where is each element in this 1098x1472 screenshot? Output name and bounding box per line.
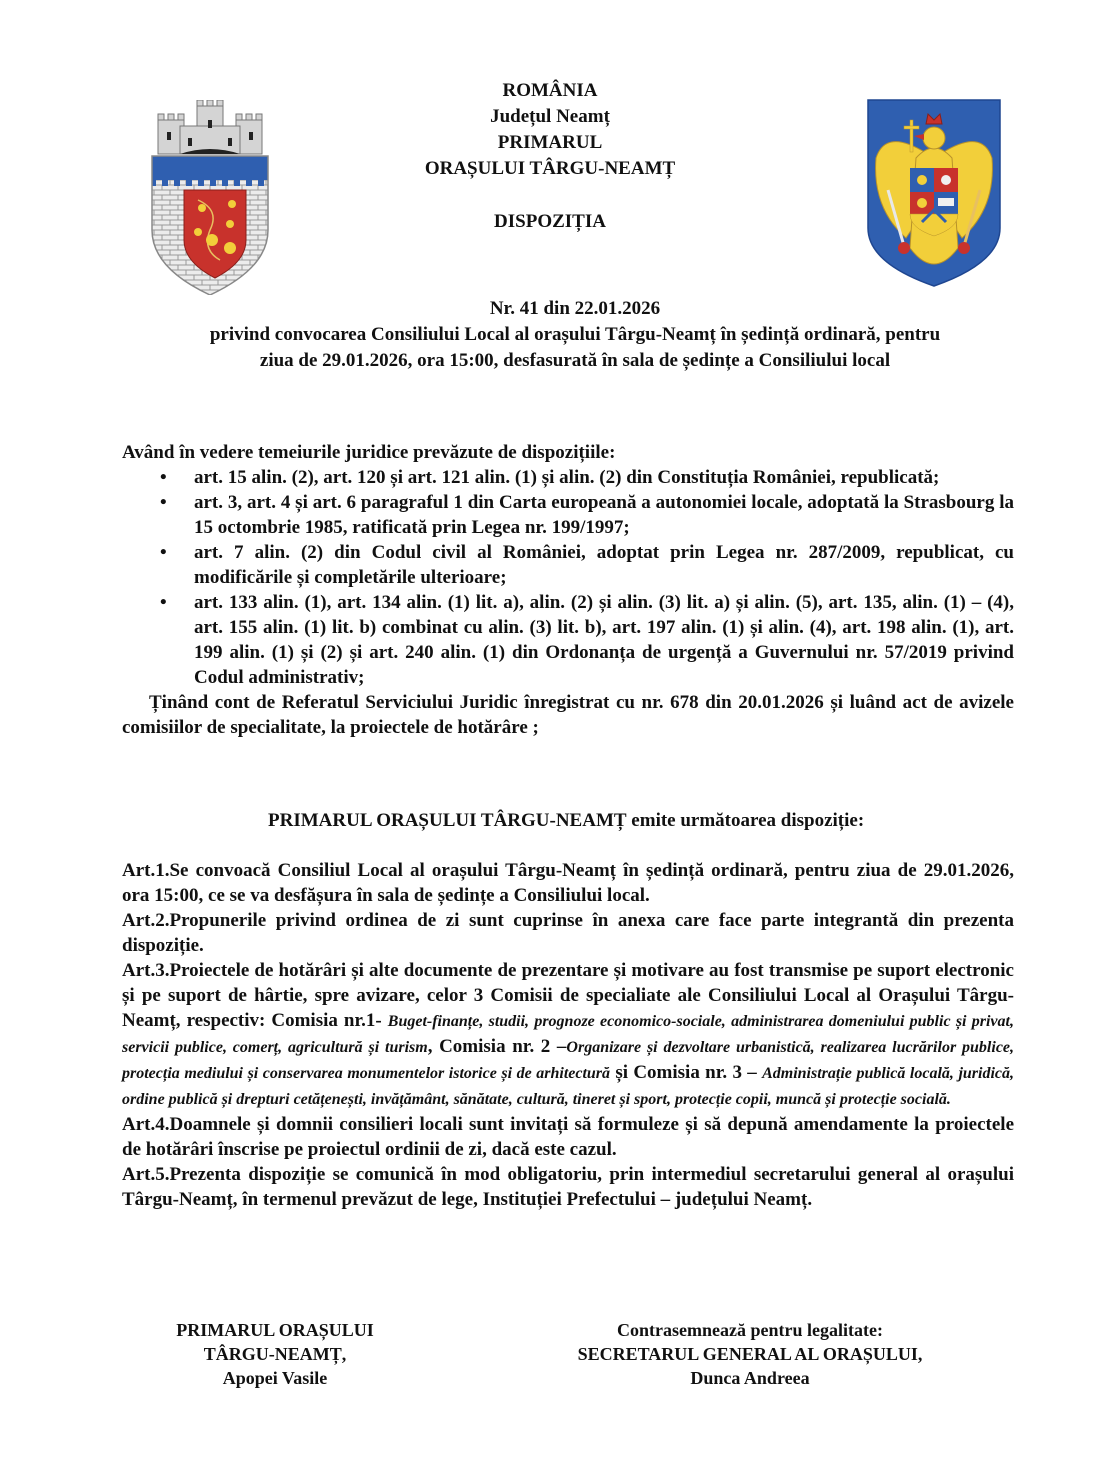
commission-1-description: Buget-finanțe, studii, prognoze economico-sociale, administrarea domeniului public și privat, servicii publice, comerț, agricultură și turism xyxy=(122,1013,1014,1056)
commission-3-label: și Comisia nr. 3 – xyxy=(610,1062,763,1083)
county-name: Județul Neamț xyxy=(490,106,610,127)
document-number: Nr. 41 din 22.01.2026 xyxy=(489,298,661,319)
bullet-icon: • xyxy=(160,492,167,513)
commission-3-description: Administrație publică locală, juridică, ordine publică și drepturi cetățenești, invățământ, sănătate, cultură, tineret și sport, protecție copii, muncă și protecție socială. xyxy=(122,1065,1015,1108)
article-3 xyxy=(122,958,1014,1112)
document-reference xyxy=(110,296,1040,374)
article-1: Art.1.Se convoacă Consiliul Local al orașului Târgu-Neamț în ședință ordinară, pentru ziua de 29.01.2026, ora 15:00, ce se va desfășura în sala de ședințe a Consiliului local. xyxy=(122,860,1014,906)
article-4: Art.4.Doamnele și domnii consilieri locali sunt invitați să formuleze și să depună amendamente la proiectele de hotărâri înscrise pe proiectul ordinii de zi, dacă este cazul. xyxy=(122,1114,1014,1160)
secretary-signature-block xyxy=(535,1318,965,1390)
bullet-icon: • xyxy=(160,467,167,488)
article-5: Art.5.Prezenta dispoziție se comunică în mod obligatoriu, prin intermediul secretarului general al orașului Târgu-Neamț, în termenul prevăzut de lege, Instituției Prefectului – județului Neamț. xyxy=(122,1164,1014,1210)
legal-basis-item: • art. 3, art. 4 și art. 6 paragraful 1 din Carta europeană a autonomiei locale, adoptată la Strasbourg la 15 octombrie 1985, ratificată prin Legea nr. 199/1997; xyxy=(160,492,1014,538)
mayor-signature-block xyxy=(145,1318,405,1390)
legal-basis-item: • art. 133 alin. (1), art. 134 alin. (1) lit. a), alin. (2) și alin. (3) lit. a) și alin. (5), art. 135, alin. (1) – (4), art. 155 alin. (1) lit. b) combinat cu alin. (3) lit. b), art. 197 alin. (1) și alin. (4), art. 198 alin. (1), art. 199 alin. (1) și (2) și art. 240 alin. (1) din Ordonanța de urgență a Guvernului nr. 57/2019 privind Codul administrativ; xyxy=(160,592,1014,688)
commission-2-label: , Comisia nr. 2 – xyxy=(427,1036,567,1057)
subject-line-2: ziua de 29.01.2026, ora 15:00, desfasurată în sala de ședințe a Consiliului local xyxy=(259,350,891,371)
secretary-title: SECRETARUL GENERAL AL ORAȘULUI, xyxy=(577,1344,923,1364)
document-header xyxy=(300,78,800,235)
country-name: ROMÂNIA xyxy=(502,80,598,101)
legal-basis-list xyxy=(122,465,1014,690)
romania-coat-of-arms-icon xyxy=(866,98,1002,288)
mayor-town: TÂRGU-NEAMȚ, xyxy=(203,1344,347,1364)
legal-basis-section xyxy=(122,440,1014,740)
countersign-label: Contrasemnează pentru legalitate: xyxy=(617,1320,883,1340)
document-type-title: DISPOZIȚIA xyxy=(494,211,606,232)
office-title: PRIMARUL xyxy=(497,132,603,153)
mayor-name: Apopei Vasile xyxy=(222,1368,328,1388)
subject-line-1: privind convocarea Consiliului Local al orașului Târgu-Neamț în ședință ordinară, pentru xyxy=(209,324,941,345)
legal-basis-item: • art. 7 alin. (2) din Codul civil al României, adoptat prin Legea nr. 287/2009, republicat, cu modificările și completările ulterioare; xyxy=(160,542,1014,588)
legal-basis-intro: Având în vedere temeiurile juridice prevăzute de dispozițiile: xyxy=(122,442,616,463)
bullet-icon: • xyxy=(160,592,167,613)
articles-section xyxy=(122,858,1014,1212)
considering-paragraph: Ținând cont de Referatul Serviciului Juridic înregistrat cu nr. 678 din 20.01.2026 și luând act de avizele comisiilor de specialitate, la proiectele de hotărâre ; xyxy=(122,692,1014,738)
town-name: ORAȘULUI TÂRGU-NEAMȚ xyxy=(424,158,676,179)
bullet-icon: • xyxy=(160,542,167,563)
issuance-statement: PRIMARUL ORAȘULUI TÂRGU-NEAMȚ emite următoarea dispoziție: xyxy=(268,810,865,831)
secretary-name: Dunca Andreea xyxy=(690,1368,810,1388)
article-2: Art.2.Propunerile privind ordinea de zi sunt cuprinse în anexa care face parte integrantă din prezenta dispoziție. xyxy=(122,910,1014,956)
commission-2-description: Organizare și dezvoltare urbanistică, realizarea lucrărilor publice, protecția mediului și conservarea monumentelor istorice și de arhitectură xyxy=(122,1039,1015,1082)
mayor-title: PRIMARUL ORAȘULUI xyxy=(176,1320,374,1340)
legal-basis-item: • art. 15 alin. (2), art. 120 și art. 121 alin. (1) și alin. (2) din Constituția României, republicată; xyxy=(160,467,940,488)
targu-neamt-coat-of-arms-icon xyxy=(150,100,270,295)
article-3-lead: Art.3.Proiectele de hotărâri și alte documente de prezentare și motivare au fost transmise pe suport electronic și pe suport de hârtie, spre avizare, celor 3 Comisii de specialiate ale Consiliului Local al Orașului Târgu-Neamț, respectiv: Comisia nr.1- xyxy=(122,960,1014,1031)
